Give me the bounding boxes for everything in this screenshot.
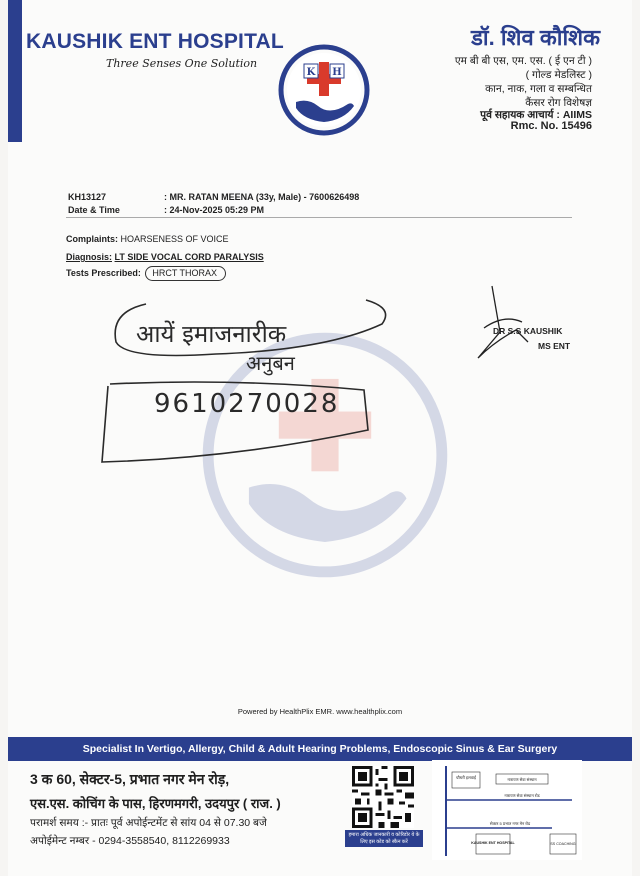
address-line-2: एस.एस. कोचिंग के पास, हिरणमगरी, उदयपुर ( राज. ) (30, 796, 281, 811)
consult-timing: परामर्श समय :- प्रातः पूर्व अपोईन्टमेंट से सांय 04 से 07.30 बजे (30, 817, 267, 829)
doctor-name-hindi: डॉ. शिव कौशिक (471, 25, 600, 50)
complaints-value: HOARSENESS OF VOICE (120, 234, 229, 244)
complaints-label: Complaints: (66, 234, 119, 244)
patient-details: : MR. RATAN MEENA (33y, Male) - 7600626498 (164, 192, 360, 202)
diagnosis-value: LT SIDE VOCAL CORD PARALYSIS (114, 252, 264, 262)
hospital-tagline: Three Senses One Solution (106, 57, 258, 70)
handwritten-note (96, 282, 396, 482)
date-label: Date & Time (68, 205, 120, 215)
logo-letter-h: H (332, 67, 342, 78)
diagnosis-label: Diagnosis: (66, 252, 113, 262)
diagnosis-line (66, 252, 264, 262)
qualification-line: ( गोल्ड मेडलिस्ट ) (525, 69, 592, 81)
qr-code-icon (352, 766, 414, 828)
registration-number: Rmc. No. 15496 (510, 120, 592, 132)
address-line-1: 3 क 60, सेक्टर-5, प्रभात नगर मेन रोड़, (30, 771, 230, 787)
hospital-logo-icon (278, 44, 370, 136)
specialties-banner: Specialist In Vertigo, Allergy, Child & Adult Hearing Problems, Endoscopic Sinus & Ear Surgery (8, 737, 632, 761)
appointment-phone: अपोईमेन्ट नम्बर - 0294-3558540, 8112269933 (30, 835, 230, 847)
map-label-sansthan-road: नारायण सेवा संस्थान रोड (504, 793, 540, 798)
map-label-halwai: चौधरी हलवाई (456, 775, 476, 780)
handwritten-line-2: अनुबन (246, 351, 295, 375)
map-label-sansthan: नारायण सेवा संस्थान (507, 777, 537, 782)
logo-letter-k: K (306, 67, 316, 78)
tests-value: HRCT THORAX (145, 266, 226, 281)
hospital-name: KAUSHIK ENT HOSPITAL (26, 30, 284, 53)
handwritten-line-1: आयें इमाजनारीक (136, 320, 287, 348)
divider (66, 217, 572, 218)
location-map (432, 760, 582, 860)
map-label-main-road: सेक्टर 5 प्रभात नगर मेन रोड (489, 821, 531, 826)
tests-line (66, 266, 226, 281)
date-value: : 24-Nov-2025 05:29 PM (164, 205, 265, 215)
map-label-coaching: SS COACHING (550, 842, 576, 846)
doctor-signature-degree: MS ENT (538, 341, 571, 351)
tests-label: Tests Prescribed: (66, 268, 141, 278)
patient-id: KH13127 (68, 192, 107, 202)
doctor-signature-name: DR S.S KAUSHIK (493, 326, 563, 336)
qualification-line: एम बी बी एस, एम. एस. ( ई एन टी ) (454, 55, 592, 67)
powered-by: Powered by HealthPlix EMR. www.healthplix.com (237, 707, 403, 716)
doctor-signature-icon (470, 282, 532, 366)
handwritten-number: 9610270028 (154, 389, 340, 419)
qr-caption: हमारा अधिक जानकारी व कोरिडोर ये के लिए इस कोड को स्कैन करें (345, 830, 423, 847)
qualification-line: कान, नाक, गला व सम्बन्धित (485, 83, 592, 95)
map-label-hospital: KAUSHIK ENT HOSPITAL (471, 841, 515, 845)
qualification-line: पूर्व सहायक आचार्य : AIIMS (480, 109, 592, 121)
complaints-line (66, 234, 229, 244)
qualification-line: कैंसर रोग विशेषज्ञ (525, 97, 592, 109)
left-accent-bar (8, 0, 22, 142)
